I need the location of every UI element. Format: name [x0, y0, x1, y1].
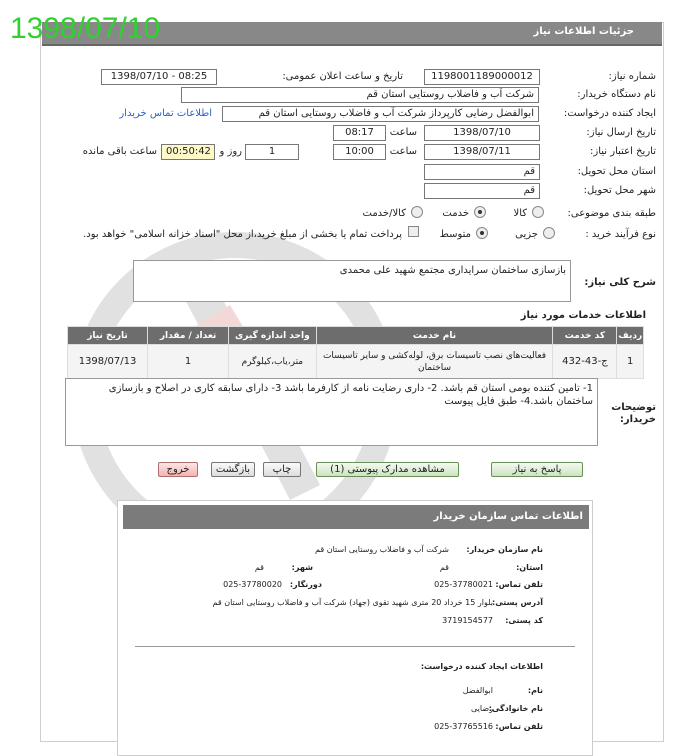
radio-partial-label: جزیی — [515, 229, 538, 240]
contact-province-label: استان: — [516, 563, 543, 572]
contact-title: اطلاعات تماس سازمان خریدار — [433, 511, 583, 522]
table-row — [68, 345, 644, 379]
radio-goods[interactable] — [532, 206, 544, 218]
contact-phone-label: تلفن تماس: — [495, 580, 543, 589]
category-label: طبقه بندی موضوعی: — [567, 208, 656, 219]
city-label: شهر محل تحویل: — [583, 185, 656, 196]
radio-medium[interactable] — [476, 227, 488, 239]
services-table — [67, 326, 644, 379]
reply-button[interactable]: پاسخ به نیاز — [491, 462, 583, 477]
col-qty: تعداد / مقدار — [148, 327, 229, 345]
remaining-time-field: 00:50:42 — [161, 144, 215, 160]
radio-partial[interactable] — [543, 227, 555, 239]
contact-panel — [117, 500, 593, 756]
radio-service[interactable] — [474, 206, 486, 218]
creator-family-label: نام خانوادگی: — [488, 704, 543, 713]
creator-name-label: نام: — [527, 686, 543, 695]
buyer-contact-link[interactable]: اطلاعات تماس خریدار — [119, 108, 212, 119]
need-number-field: 1198001189000012 — [424, 69, 540, 85]
contact-city-label: شهر: — [291, 563, 313, 572]
need-date-label: تاریخ ارسال نیاز: — [586, 127, 656, 138]
description-textarea[interactable]: بازسازی ساختمان سرایداری مجتمع شهید علی محمدی — [133, 260, 571, 302]
date-stamp: 1398/07/10 — [10, 12, 161, 45]
print-button[interactable]: چاپ — [263, 462, 301, 477]
cell-name: فعالیت‌های نصب تاسیسات برق، لوله‌کشی و سایر تاسیسات ساختمان — [316, 345, 553, 379]
radio-goods-service-label: کالا/خدمت — [362, 208, 406, 219]
validity-date-field: 1398/07/11 — [424, 144, 540, 160]
page-title: جزئیات اطلاعات نیاز — [533, 26, 634, 37]
contact-city-value: قم — [254, 563, 264, 572]
contact-fax-value: 025-37780020 — [223, 580, 282, 589]
cell-row: 1 — [617, 345, 644, 379]
announce-field: 1398/07/10 - 08:25 — [101, 69, 217, 85]
contact-fax-label: دورنگار: — [289, 580, 322, 589]
creator-field: ابوالفضل رضایی کارپرداز شرکت آب و فاضلاب روستایی استان قم — [222, 106, 539, 122]
cell-qty: 1 — [148, 345, 229, 379]
buyer-notes-textarea[interactable]: 1- تامین کننده بومی استان قم باشد. 2- داری رضایت نامه از کارفرما باشد 3- دارای سابقه کاری در اصلاح و بازسازی ساختمان باشد.4- طبق فایل پیوست — [65, 378, 598, 446]
need-time-field: 08:17 — [333, 125, 386, 141]
need-time-label: ساعت — [389, 127, 417, 138]
province-field: قم — [424, 164, 540, 180]
col-date: تاریخ نیاز — [68, 327, 148, 345]
col-code: کد خدمت — [553, 327, 617, 345]
attachments-button[interactable]: مشاهده مدارک پیوستی (1) — [316, 462, 459, 477]
days-label: روز و — [219, 146, 242, 157]
city-field: قم — [424, 183, 540, 199]
contact-org-value: شرکت آب و فاضلاب روستایی استان قم — [315, 545, 449, 554]
creator-name-value: ابوالفضل — [462, 686, 493, 695]
buyer-org-field: شرکت آب و فاضلاب روستایی استان قم — [181, 87, 539, 103]
creator-family-value: رضایی — [471, 704, 493, 713]
col-name: نام خدمت — [316, 327, 553, 345]
contact-postal-value: 3719154577 — [442, 616, 493, 625]
services-title: اطلاعات خدمات مورد نیاز — [520, 310, 646, 321]
contact-province-value: قم — [439, 563, 449, 572]
radio-medium-label: متوسط — [439, 229, 471, 240]
cell-unit: متر،یاب،کیلوگرم — [229, 345, 316, 379]
process-label: نوع فرآیند خرید : — [585, 229, 656, 240]
need-date-field: 1398/07/10 — [424, 125, 540, 141]
contact-address-value: بلوار 15 خرداد 20 متری شهید تقوی (جهاد) شرکت آب و فاضلاب روستایی استان قم — [212, 598, 493, 607]
description-label: شرح کلی نیاز: — [584, 277, 656, 288]
radio-goods-label: کالا — [513, 208, 527, 219]
contact-divider — [135, 646, 575, 647]
cell-date: 1398/07/13 — [68, 345, 148, 379]
col-unit: واحد اندازه گیری — [229, 327, 316, 345]
remaining-label: ساعت باقی مانده — [82, 146, 157, 157]
radio-service-label: خدمت — [442, 208, 469, 219]
buyer-notes-label: توضیحات خریدار: — [611, 402, 656, 425]
province-label: استان محل تحویل: — [577, 166, 656, 177]
announce-label: تاریخ و ساعت اعلان عمومی: — [282, 71, 403, 82]
creator-section-title: اطلاعات ایجاد کننده درخواست: — [420, 662, 543, 671]
radio-goods-service[interactable] — [411, 206, 423, 218]
validity-time-label: ساعت — [389, 146, 417, 157]
payment-note: پرداخت تمام یا بخشی از مبلغ خرید،از محل "اسناد خزانه اسلامی" خواهد بود. — [83, 229, 402, 240]
buyer-org-label: نام دستگاه خریدار: — [577, 89, 656, 100]
contact-postal-label: کد پستی: — [505, 616, 543, 625]
creator-phone-value: 025-37765516 — [434, 722, 493, 731]
validity-label: تاریخ اعتبار نیاز: — [590, 146, 656, 157]
col-row: ردیف — [617, 327, 644, 345]
validity-time-field: 10:00 — [333, 144, 386, 160]
days-field: 1 — [245, 144, 299, 160]
contact-phone-value: 025-37780021 — [434, 580, 493, 589]
exit-button[interactable]: خروج — [158, 462, 198, 477]
creator-label: ایجاد کننده درخواست: — [563, 108, 656, 119]
treasury-checkbox[interactable] — [408, 226, 419, 237]
cell-code: ج-43-432 — [553, 345, 617, 379]
contact-address-label: آدرس پستی: — [492, 598, 543, 607]
back-button[interactable]: بازگشت — [211, 462, 255, 477]
creator-phone-label: تلفن تماس: — [495, 722, 543, 731]
need-number-label: شماره نیاز: — [608, 71, 656, 82]
contact-org-label: نام سازمان خریدار: — [466, 545, 543, 554]
